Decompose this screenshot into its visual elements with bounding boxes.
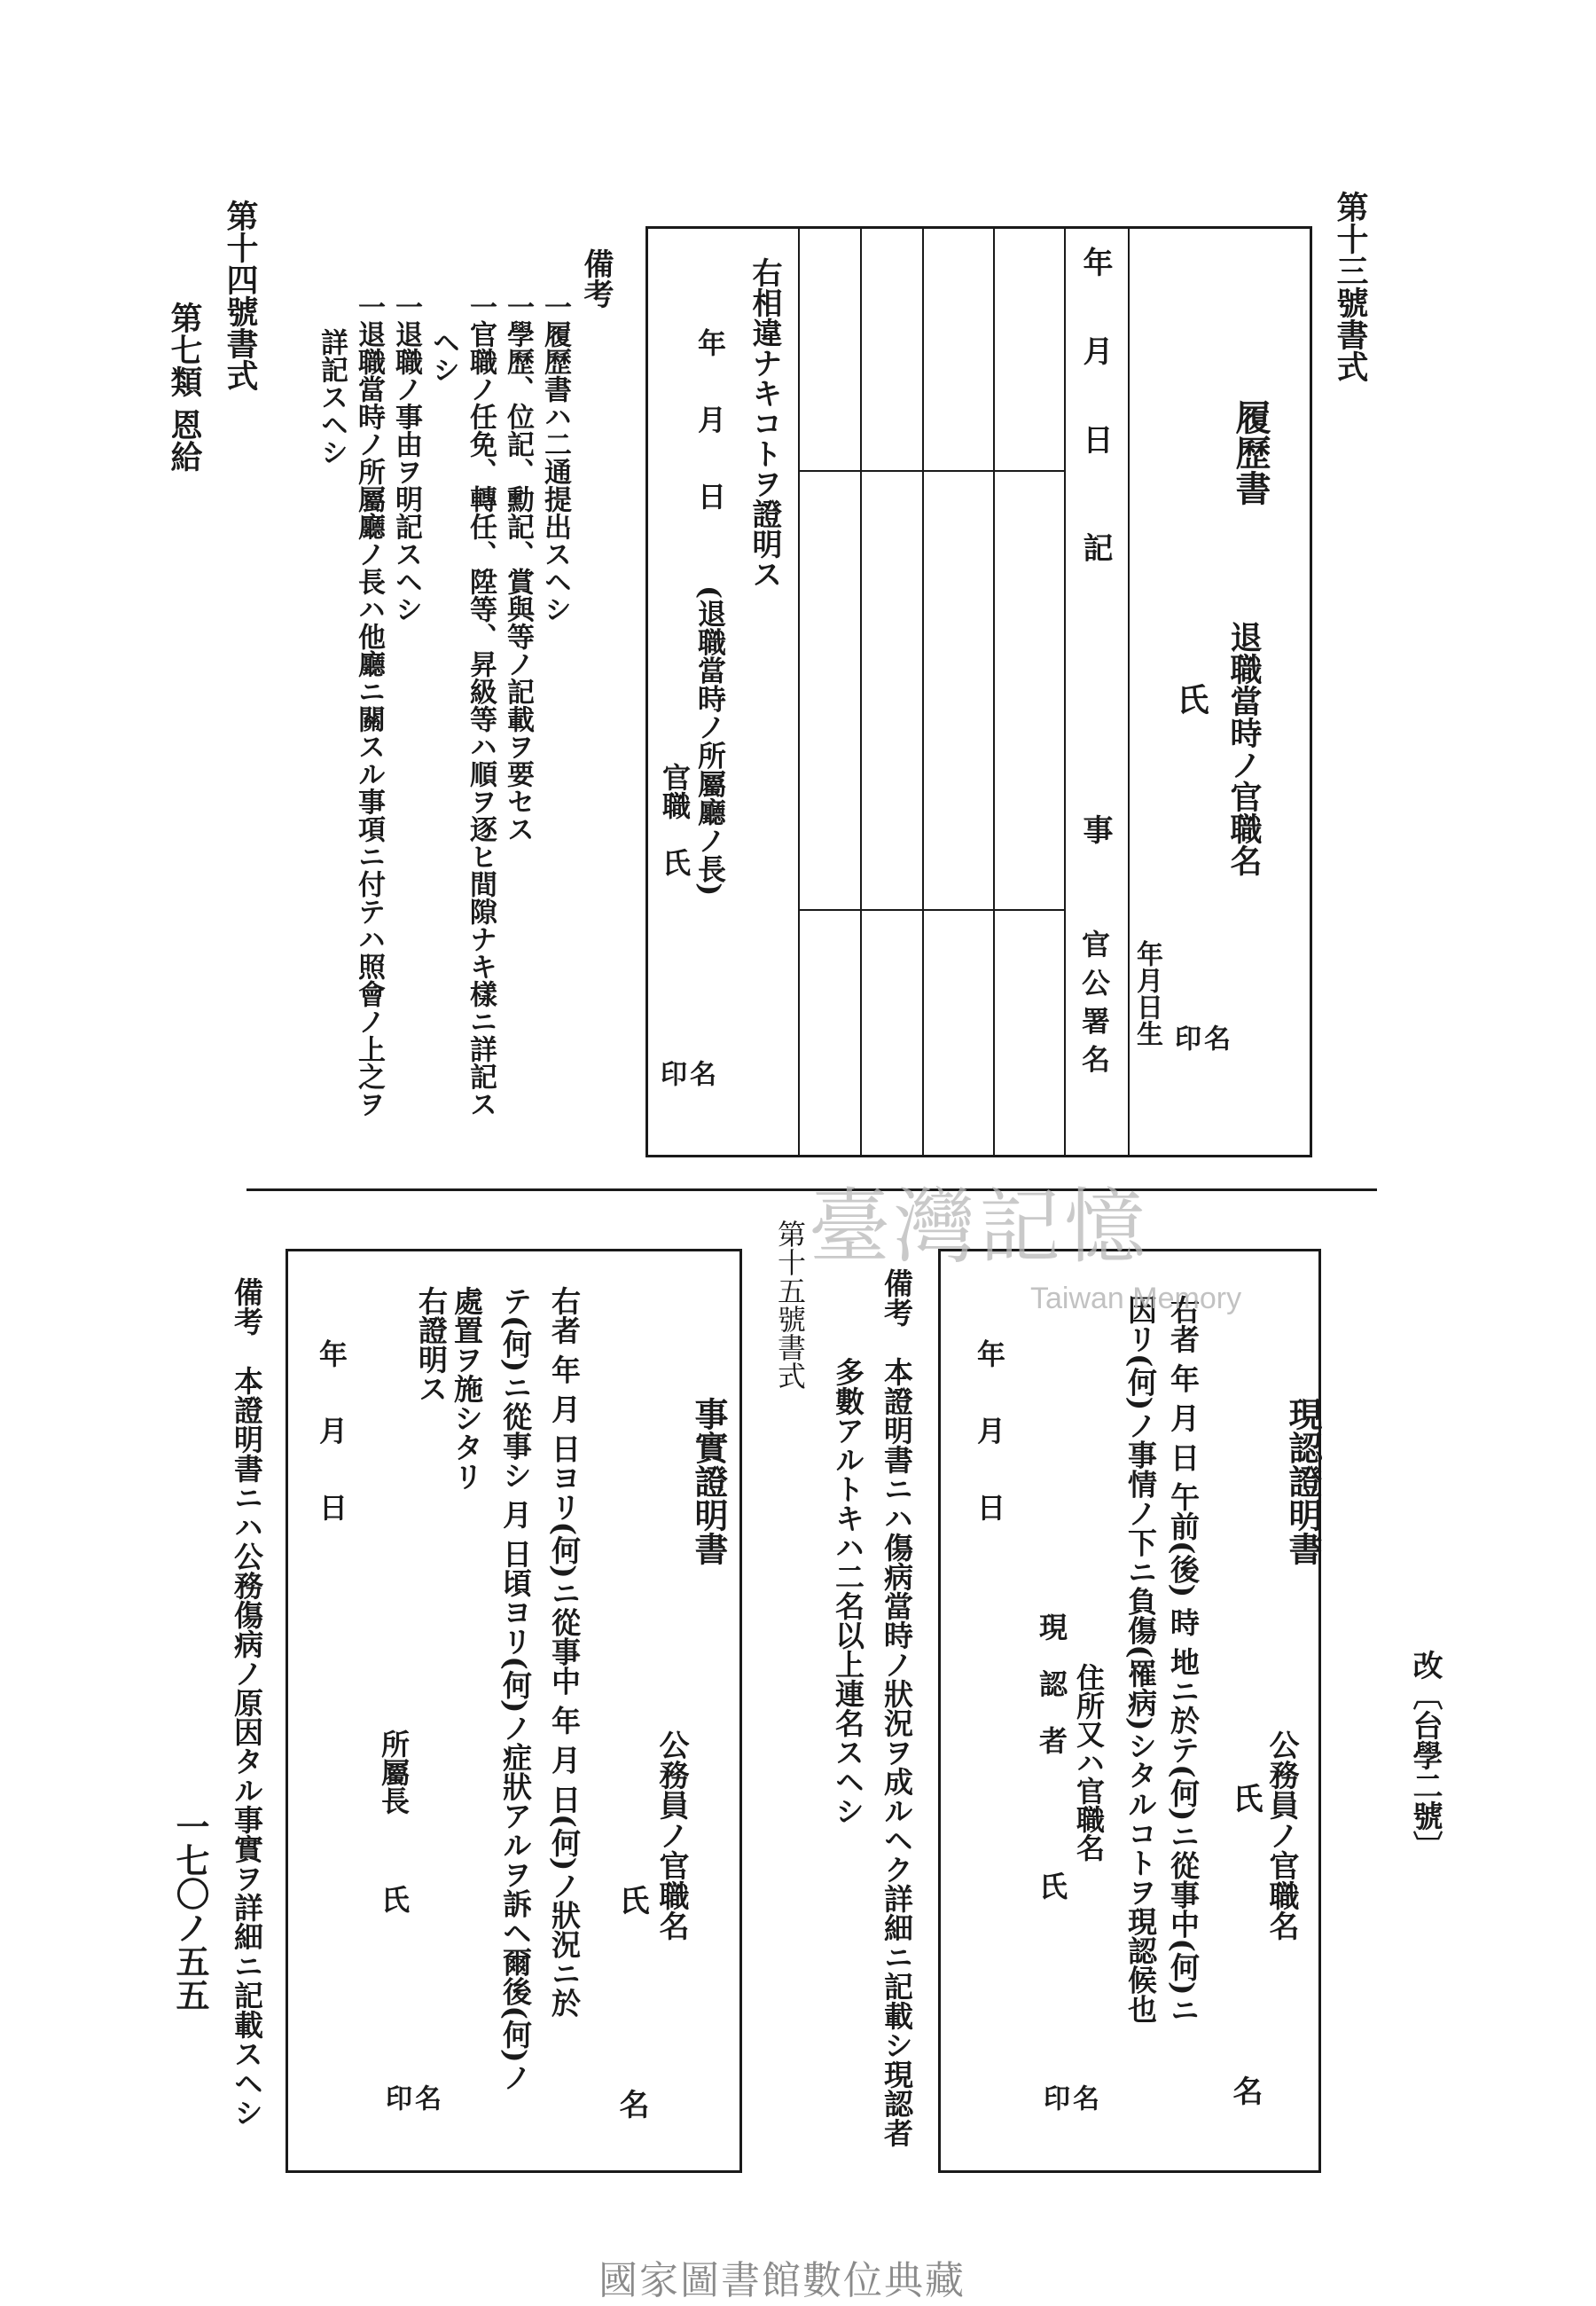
form14-remarks-label: 備考 xyxy=(880,1268,914,1327)
form15-body-line: 處置ヲ施シタリ xyxy=(450,1286,484,1491)
form13-date: 年 月 日 xyxy=(693,328,727,520)
form13-row-line xyxy=(798,909,1064,911)
form13-column-line xyxy=(860,226,862,1157)
form15-head-name: 氏 xyxy=(377,1885,411,1913)
form13-remark: 一履歷書ハ二通提出スヘシ xyxy=(539,293,571,623)
form15-date: 年 月 日 xyxy=(315,1339,348,1531)
form15-remarks-label: 備考 xyxy=(230,1277,264,1336)
watermark-english: Taiwan Memory xyxy=(1030,1282,1242,1315)
form15-title: 事實證明書 xyxy=(689,1397,729,1565)
form13-divider-main xyxy=(1128,226,1130,1157)
form13-column-line xyxy=(993,226,995,1157)
form13-certify: 右相違ナキコトヲ證明ス xyxy=(747,257,782,589)
form13-remark: 一官職ノ任免、轉任、陞等、昇級等ハ順ヲ逐ヒ間隙ナキ樣ニ詳記ス xyxy=(465,293,497,1118)
form14-remark: 多數アルトキハ二名以上連名スヘシ xyxy=(831,1357,865,1825)
form13-col-signature: 官 公 署 名 xyxy=(1077,929,1111,1073)
form15-name-label: 氏 xyxy=(614,1885,649,1915)
form14-title: 現認證明書 xyxy=(1283,1397,1323,1565)
form14-name-seal: 名 xyxy=(1227,2075,1263,2106)
form14-date: 年 月 日 xyxy=(973,1339,1006,1531)
form13-row-line xyxy=(798,470,1064,472)
watermark-logo: 臺灣記憶 xyxy=(809,1180,1150,1275)
form13-birth-label: 年月日生 xyxy=(1131,940,1162,1047)
form13-remark: ヘシ xyxy=(427,328,459,383)
form13-column-line xyxy=(798,226,800,1157)
form13-col-day: 日 xyxy=(1077,424,1113,454)
form13-col-record: 記 xyxy=(1077,532,1113,562)
form13-header: 第十三號書式 xyxy=(1332,191,1369,382)
form13-name-label: 氏 xyxy=(1172,683,1209,715)
form13-remark: 一退職ノ事由ヲ明記スヘシ xyxy=(390,293,422,623)
form14-remark: 本證明書ニハ傷病當時ノ狀況ヲ成ルヘク詳細ニ記載シ現認者 xyxy=(880,1357,914,2147)
form14-address: 住所又ハ官職名 xyxy=(1072,1663,1106,1862)
form15-name-seal: 名 xyxy=(614,2089,649,2119)
form14-seal: 名 印 xyxy=(1038,2084,1099,2111)
form13-name-seal: 名 印 xyxy=(1170,1024,1230,1051)
page-number: 一七〇ノ五五 xyxy=(170,1809,210,2012)
form13-col-year: 年 xyxy=(1077,247,1113,277)
footer-text: 國家圖書館數位典藏 xyxy=(598,2258,966,2303)
form14-witness: 現 認 者 xyxy=(1035,1612,1068,1754)
form13-col-matter: 事 xyxy=(1077,814,1113,844)
form14-body-line: 因リ(何)ノ事情ノ下ニ負傷(罹病)シタルコトヲ現認候也 xyxy=(1123,1295,1158,2024)
form13-remark: 一學歷、位記、勳記、賞與等ノ記載ヲ要セス xyxy=(502,293,534,843)
form14-official-title: 公務員ノ官職名 xyxy=(1264,1730,1299,1941)
form15-body-line: 右證明ス xyxy=(414,1286,449,1403)
form13-seal: 名 印 xyxy=(655,1060,716,1086)
form13-frame xyxy=(645,226,1312,1157)
form13-signer: 官職 氏 xyxy=(658,763,692,876)
form13-remark: 一退職當時ノ所屬廳ノ長ハ他廳ニ關スル事項ニ付テハ照會ノ上之ヲ xyxy=(353,293,385,1118)
form14-body-line: 右者 年 月 日 午前(後) 時 地ニ於テ(何)ニ從事中(何)ニ xyxy=(1166,1295,1201,2025)
form13-column-line xyxy=(922,226,924,1157)
form13-title: 履歷書 xyxy=(1230,399,1271,506)
form14-witness-name: 氏 xyxy=(1035,1871,1068,1900)
form13-authority: (退職當時ノ所屬廳ノ長) xyxy=(693,585,727,897)
form15-head-label: 所屬長 xyxy=(377,1730,411,1815)
form13-remarks-label: 備考 xyxy=(578,248,614,309)
form15-seal: 名 印 xyxy=(380,2084,441,2111)
form14-name-label: 氏 xyxy=(1227,1783,1263,1813)
section-label: 第七類 恩給 xyxy=(166,302,203,473)
form15-header: 第十五號書式 xyxy=(773,1220,807,1390)
form13-remark: 詳記スヘシ xyxy=(316,328,348,466)
revision-label: 改〔台學二號〕 xyxy=(1407,1650,1443,1861)
form15-body-line: 右者 年 月 日ヨリ(何)ニ從事中 年 月 日(何)ノ狀況ニ於 xyxy=(547,1286,582,2018)
form13-official-title: 退職當時ノ官職名 xyxy=(1225,621,1263,876)
form15-remark: 本證明書ニハ公務傷病ノ原因タル事實ヲ詳細ニ記載スヘシ xyxy=(230,1366,264,2127)
form13-column-line xyxy=(1064,226,1066,1157)
form13-col-month: 月 xyxy=(1077,335,1113,365)
form15-official-title: 公務員ノ官職名 xyxy=(653,1730,689,1941)
form15-body-line: テ(何)ニ從事シ 月 日頃ヨリ(何)ノ症狀アルヲ訴ヘ爾後(何)ノ xyxy=(498,1286,533,2092)
form14-header: 第十四號書式 xyxy=(222,200,259,391)
